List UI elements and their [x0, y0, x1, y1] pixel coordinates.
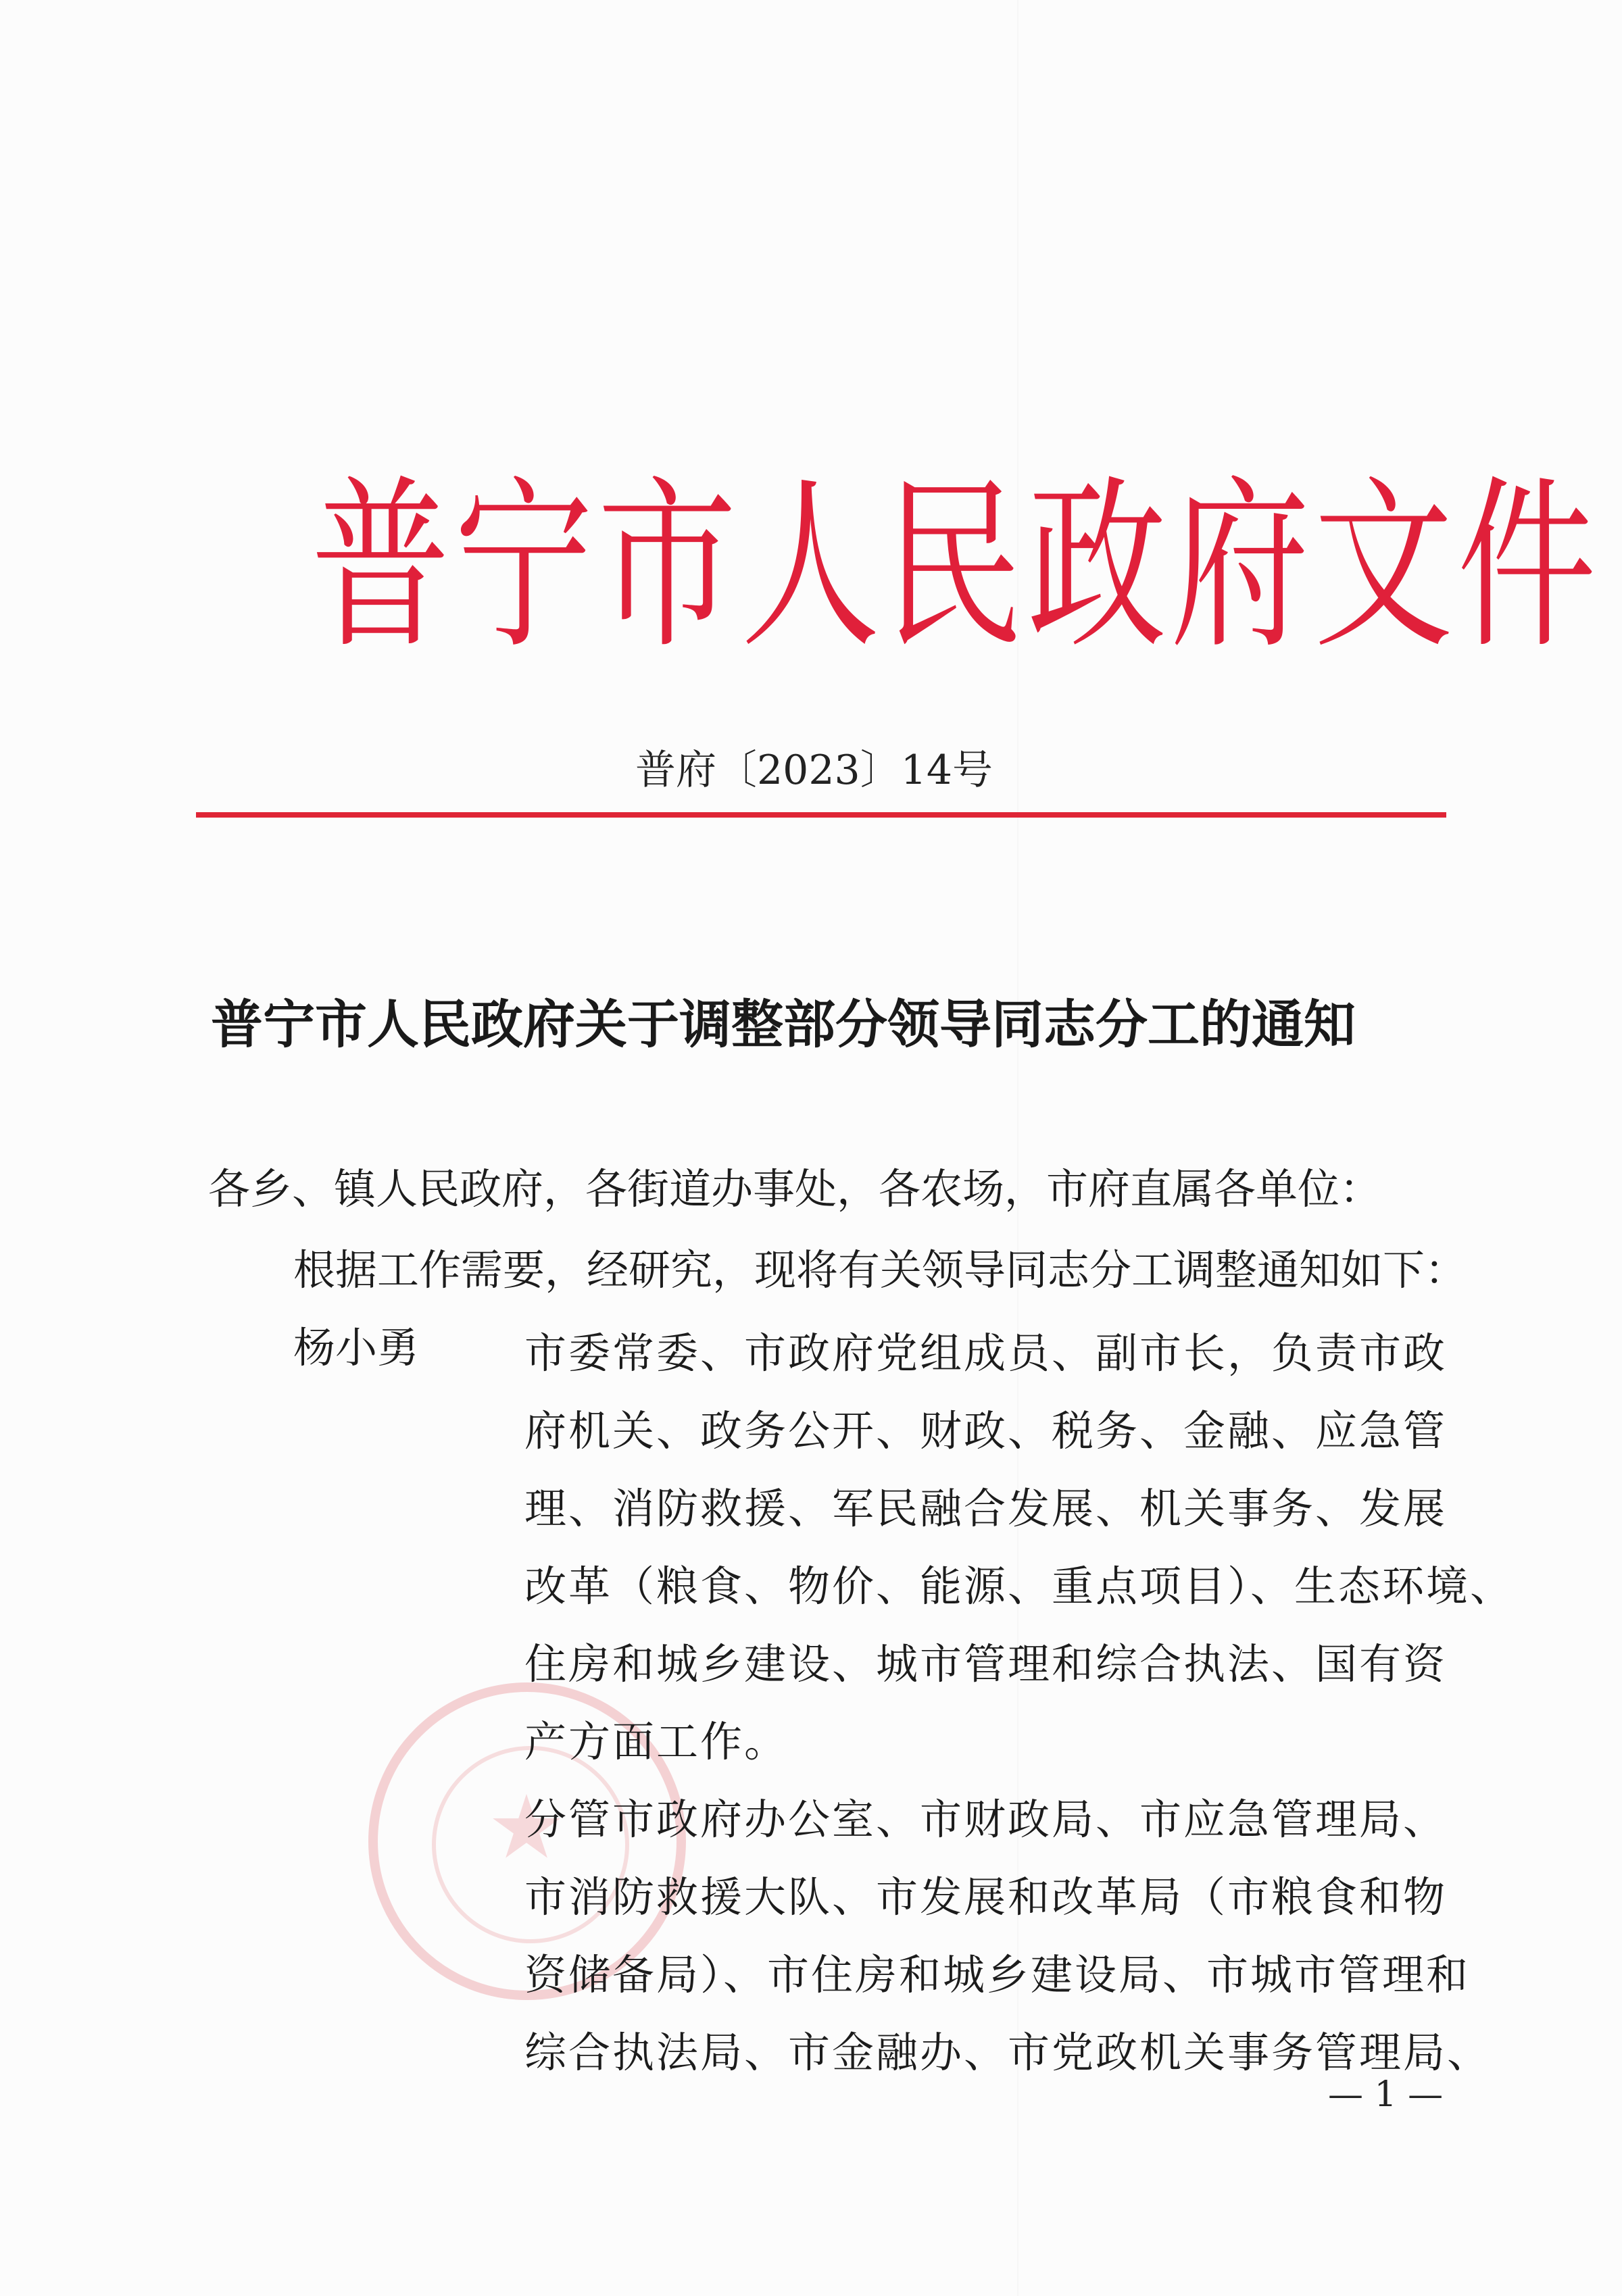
intro-paragraph: 根据工作需要，经研究，现将有关领导同志分工调整通知如下： — [293, 1245, 1467, 1295]
seal-star-icon: ★ — [487, 1776, 566, 1878]
responsibility-line: 综合执法局、市金融办、市党政机关事务管理局、 — [524, 2028, 1492, 2077]
duty-line: 理、消防救援、军民融合发展、机关事务、发展 — [524, 1484, 1448, 1533]
person-name: 杨小勇 — [293, 1323, 420, 1372]
duty-line: 市委常委、市政府党组成员、副市长，负责市政 — [524, 1328, 1448, 1378]
responsibility-line: 资储备局）、市住房和城乡建设局、市城市管理和 — [524, 1950, 1471, 1999]
duty-line: 住房和城乡建设、城市管理和综合执法、国有资 — [524, 1639, 1448, 1689]
person-duties — [524, 1294, 1515, 2091]
responsibility-line: 市消防救援大队、市发展和改革局（市粮食和物 — [524, 1872, 1448, 1922]
duty-line: 改革（粮食、物价、能源、重点项目）、生态环境、 — [524, 1562, 1515, 1611]
responsibility-line: 分管市政府办公室、市财政局、市应急管理局、 — [524, 1795, 1448, 1844]
header-title: 普宁市人民政府文件 — [311, 459, 1601, 674]
document-number: 普府〔2023〕14号 — [635, 747, 993, 794]
page-number: — 1 — — [1328, 2074, 1444, 2115]
duty-line: 产方面工作。 — [524, 1717, 789, 1766]
addressee-line: 各乡、镇人民政府，各街道办事处，各农场，市府直属各单位： — [208, 1164, 1382, 1214]
red-separator-rule — [196, 812, 1446, 818]
notice-title: 普宁市人民政府关于调整部分领导同志分工的通知 — [211, 995, 1356, 1055]
duty-line: 府机关、政务公开、财政、税务、金融、应急管 — [524, 1406, 1448, 1455]
